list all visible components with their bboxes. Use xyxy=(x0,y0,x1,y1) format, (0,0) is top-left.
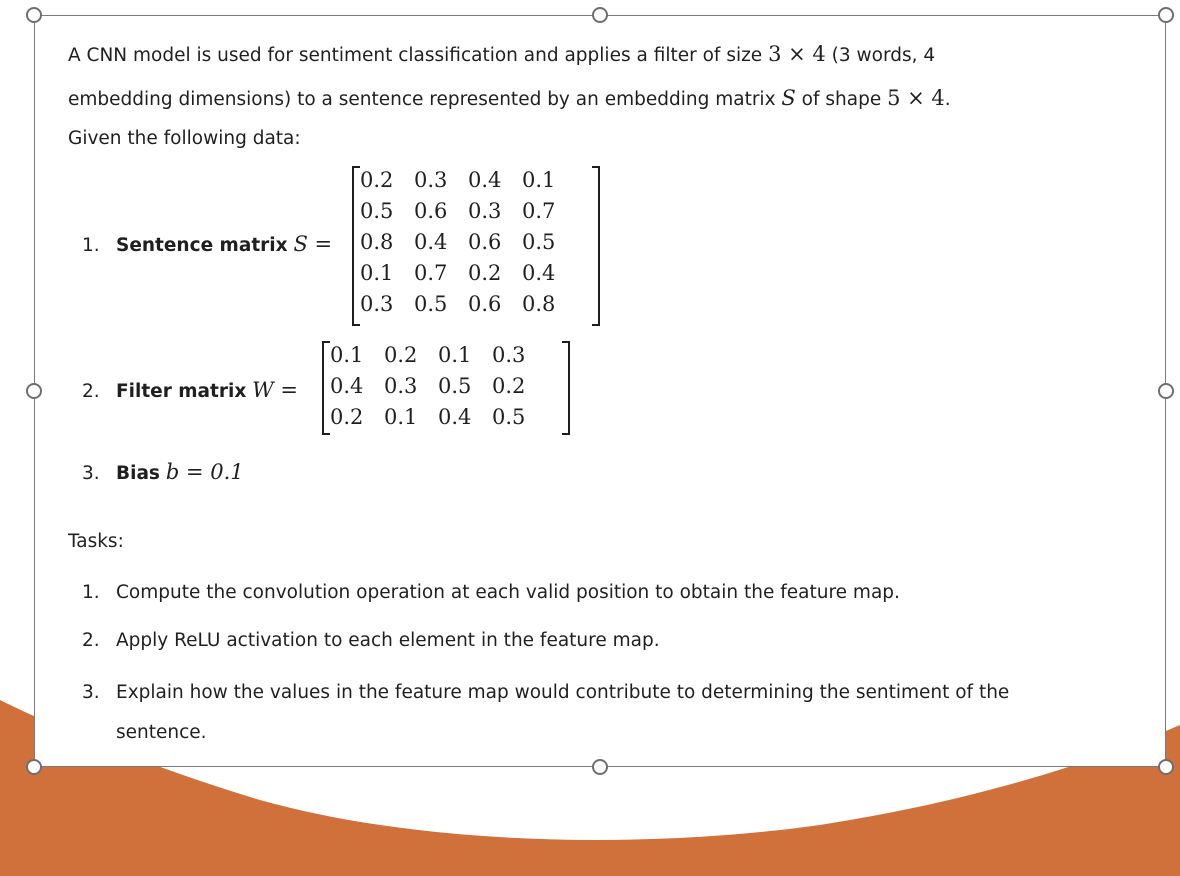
s-cell: 0.6 xyxy=(414,199,448,223)
s-cell: 0.7 xyxy=(414,261,448,285)
w-cell: 0.3 xyxy=(384,374,418,398)
s-cell: 0.4 xyxy=(522,261,556,285)
w-cell: 0.5 xyxy=(492,405,526,429)
resize-handle-middle-right[interactable] xyxy=(1158,383,1174,399)
task-2: 2. Apply ReLU activation to each element in the feature map. xyxy=(82,630,660,651)
s-cell: 0.5 xyxy=(360,199,394,223)
s-cell: 0.1 xyxy=(360,261,394,285)
data-item-bias: 3. Bias b = 0.1 xyxy=(82,460,244,484)
filter-matrix xyxy=(322,343,570,437)
resize-handle-bottom-left[interactable] xyxy=(26,759,42,775)
s-cell: 0.4 xyxy=(468,168,502,192)
w-row xyxy=(330,343,546,367)
s-cell: 0.2 xyxy=(360,168,394,192)
intro-line-2: embedding dimensions) to a sentence represented by an embedding matrix S of shape 5 × 4. xyxy=(68,86,951,110)
resize-handle-top-left[interactable] xyxy=(26,7,42,23)
w-cell: 0.2 xyxy=(330,405,364,429)
s-row xyxy=(360,292,576,316)
w-row xyxy=(330,374,546,398)
s-cell: 0.6 xyxy=(468,292,502,316)
s-cell: 0.6 xyxy=(468,230,502,254)
intro-line-3: Given the following data: xyxy=(68,128,301,149)
s-row xyxy=(360,199,576,223)
resize-handle-top-center[interactable] xyxy=(592,7,608,23)
task-3: 3. Explain how the values in the feature map would contribute to determining the sentiment of the xyxy=(82,682,1010,703)
w-cell: 0.3 xyxy=(492,343,526,367)
s-row xyxy=(360,230,576,254)
resize-handle-top-right[interactable] xyxy=(1158,7,1174,23)
tasks-heading: Tasks: xyxy=(68,531,124,552)
w-cell: 0.5 xyxy=(438,374,472,398)
s-cell: 0.3 xyxy=(468,199,502,223)
data-item-sentence-matrix: 1. Sentence matrix S = xyxy=(82,232,333,256)
intro-line-1: A CNN model is used for sentiment classification and applies a filter of size 3 × 4 (3 words, 4 xyxy=(68,42,936,66)
sentence-matrix xyxy=(352,168,600,328)
w-cell: 0.4 xyxy=(438,405,472,429)
s-row xyxy=(360,168,576,192)
s-cell: 0.4 xyxy=(414,230,448,254)
w-cell: 0.2 xyxy=(492,374,526,398)
s-cell: 0.3 xyxy=(360,292,394,316)
resize-handle-middle-left[interactable] xyxy=(26,383,42,399)
s-cell: 0.3 xyxy=(414,168,448,192)
w-cell: 0.2 xyxy=(384,343,418,367)
s-cell: 0.1 xyxy=(522,168,556,192)
data-item-filter-matrix: 2. Filter matrix W = xyxy=(82,378,299,402)
resize-handle-bottom-center[interactable] xyxy=(592,759,608,775)
task-1: 1. Compute the convolution operation at each valid position to obtain the feature map. xyxy=(82,582,900,603)
w-cell: 0.1 xyxy=(330,343,364,367)
s-cell: 0.8 xyxy=(522,292,556,316)
task-3-continued: sentence. xyxy=(116,722,207,743)
s-cell: 0.8 xyxy=(360,230,394,254)
resize-handle-bottom-right[interactable] xyxy=(1158,759,1174,775)
s-cell: 0.2 xyxy=(468,261,502,285)
s-cell: 0.5 xyxy=(414,292,448,316)
w-row xyxy=(330,405,546,429)
w-cell: 0.4 xyxy=(330,374,364,398)
s-row xyxy=(360,261,576,285)
w-cell: 0.1 xyxy=(438,343,472,367)
w-cell: 0.1 xyxy=(384,405,418,429)
s-cell: 0.7 xyxy=(522,199,556,223)
s-cell: 0.5 xyxy=(522,230,556,254)
